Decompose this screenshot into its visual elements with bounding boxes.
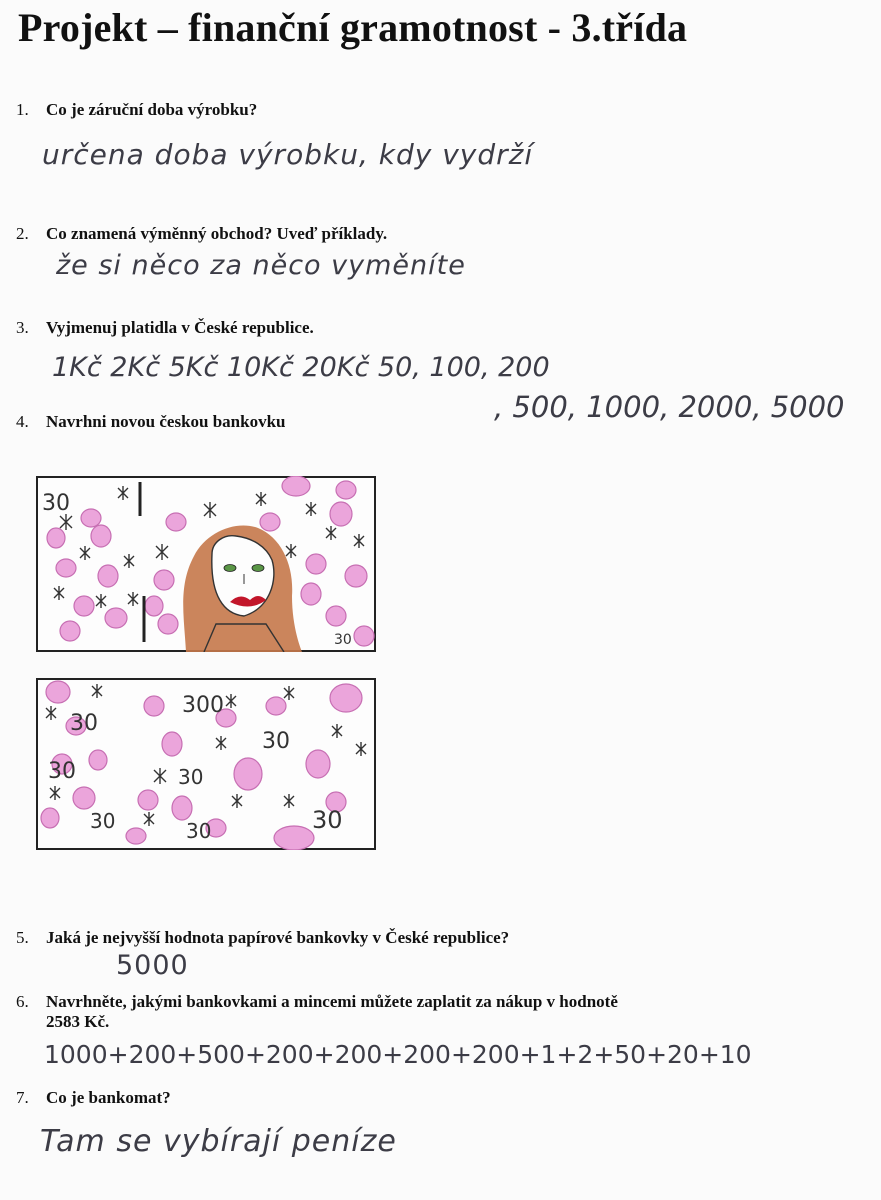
banknote-front-value: 30 (42, 491, 70, 516)
answer-5: 5000 (116, 950, 189, 981)
question-6-text-line-1: Navrhněte, jakými bankovkami a mincemi můžete zaplatit za nákup v hodnotě (46, 992, 618, 1011)
question-7-text: Co je bankomat? (46, 1088, 171, 1107)
question-7: 7. Co je bankomat? (16, 1088, 171, 1107)
banknote-back-value: 30 (312, 806, 343, 834)
question-1-text: Co je záruční doba výrobku? (46, 100, 258, 119)
question-1: 1. Co je záruční doba výrobku? (16, 100, 258, 119)
question-5-text: Jaká je nejvyšší hodnota papírové bankovky v České republice? (46, 928, 510, 947)
show-through-text (420, 58, 423, 73)
banknote-back-value: 30 (48, 759, 76, 784)
question-5: 5. Jaká je nejvyšší hodnota papírové bankovky v České republice? (16, 928, 510, 947)
answer-1: určena doba výrobku, kdy vydrží (42, 138, 534, 171)
question-2: 2. Co znamená výměnný obchod? Uveď příklady. (16, 224, 388, 243)
banknote-back-value: 30 (178, 765, 204, 789)
banknote-back-value: 30 (186, 819, 212, 843)
banknote-front-corner-value: 30 (334, 632, 352, 648)
banknote-back-value: 30 (90, 809, 116, 833)
answer-7: Tam se vybírají peníze (40, 1124, 397, 1159)
banknote-back-value: 30 (262, 729, 290, 754)
page-title: Projekt – finanční gramotnost - 3.třída (18, 5, 688, 50)
answer-3-line-2: , 500, 1000, 2000, 5000 (494, 390, 845, 424)
banknote-front-drawing (36, 476, 376, 652)
question-4: 4. Navrhni novou českou bankovku (16, 412, 286, 431)
question-3-text: Vyjmenuj platidla v České republice. (46, 318, 314, 337)
banknote-back-value: 30 (70, 711, 98, 736)
question-3: 3. Vyjmenuj platidla v České republice. (16, 318, 314, 337)
question-2-text: Co znamená výměnný obchod? Uveď příklady. (46, 224, 388, 243)
question-6-text-line-2: 2583 Kč. (46, 1012, 110, 1031)
answer-6: 1000+200+500+200+200+200+200+1+2+50+20+10 (44, 1040, 752, 1069)
answer-3-line-1: 1Kč 2Kč 5Kč 10Kč 20Kč 50, 100, 200 (52, 352, 550, 383)
banknote-back-value: 300 (182, 693, 224, 718)
answer-2: že si něco za něco vyměníte (56, 250, 466, 281)
question-4-text: Navrhni novou českou bankovku (46, 412, 286, 431)
banknote-back-drawing (36, 678, 376, 850)
question-6: 6. Navrhněte, jakými bankovkami a mincemi můžete zaplatit za nákup v hodnotě 2583 Kč. (16, 992, 761, 1032)
